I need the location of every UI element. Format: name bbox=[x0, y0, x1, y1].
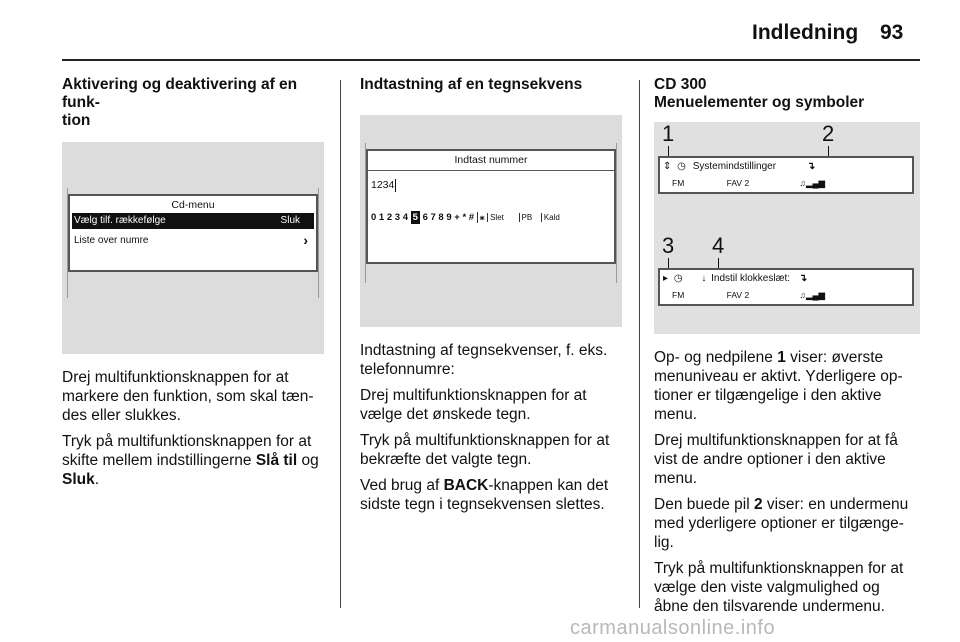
screen-title: Cd-menu bbox=[171, 199, 215, 211]
curved-arrow-icon: ↴ bbox=[806, 161, 816, 172]
pb-option: PB bbox=[519, 213, 533, 222]
up-down-arrows-icon: ⇕ bbox=[663, 161, 672, 172]
selected-character: 5 bbox=[412, 212, 418, 223]
cd-menu-screen bbox=[68, 194, 318, 272]
number-entry-display-panel bbox=[360, 115, 622, 327]
col1-paragraph-1: Drej multifunktionsknappen for at markere den funktion, som skal tæn- des eller slukkes. bbox=[62, 369, 314, 424]
col1-paragraph-2: Tryk på multifunktionsknappen for at skifte mellem indstillingerne Slå til og Sluk. bbox=[62, 433, 319, 488]
header-rule bbox=[62, 59, 920, 61]
menu-row-value: Sluk bbox=[280, 215, 300, 226]
callout-2: 2 bbox=[822, 121, 835, 146]
page-header bbox=[0, 0, 960, 60]
col3-paragraph-3: Den buede pil 2 viser: en undermenu med yderligere optioner er tilgænge- lig. bbox=[654, 496, 909, 551]
number-entry-screen bbox=[366, 149, 616, 264]
callout-1: 1 bbox=[662, 121, 675, 146]
menu-symbols-display-panel bbox=[654, 122, 920, 334]
cursor-icon bbox=[395, 179, 396, 192]
space-icon: ⁎ bbox=[477, 212, 485, 223]
signal-icon: ♫▂▄▆ bbox=[799, 290, 826, 300]
column-divider-2 bbox=[639, 80, 640, 608]
menu-row-selected bbox=[72, 213, 314, 229]
down-arrow-icon: ↓ bbox=[701, 273, 707, 284]
col2-paragraph-4: Ved brug af BACK-knappen kan det sidste tegn i tegnsekvensen slettes. bbox=[360, 477, 609, 513]
slet-option: Slet bbox=[487, 213, 504, 222]
col3-heading-1: CD 300 bbox=[654, 76, 707, 93]
character-selector: 0 1 2 3 4 5 6 7 8 9 + * # ⁎ Slet PB Kald bbox=[371, 212, 560, 223]
col2-paragraph-2: Drej multifunktionsknappen for at vælge det ønskede tegn. bbox=[360, 387, 587, 423]
signal-icon: ♫▂▄▆ bbox=[799, 178, 826, 188]
chevron-right-icon: › bbox=[303, 232, 308, 248]
screen-title: Indtast nummer bbox=[454, 154, 528, 166]
col2-paragraph-1: Indtastning af tegnsekvenser, f. eks. telefonnumre: bbox=[360, 342, 608, 378]
col3-paragraph-2: Drej multifunktionsknappen for at få vist de andre optioner i den aktive menu. bbox=[654, 432, 898, 487]
menu-row bbox=[70, 233, 316, 249]
column-2 bbox=[360, 76, 632, 514]
watermark: carmanualsonline.info bbox=[570, 617, 776, 639]
col1-heading: Aktivering og deaktivering af en funk- tion bbox=[62, 76, 298, 129]
page-number: 93 bbox=[880, 21, 904, 44]
right-arrow-icon: ▸ bbox=[663, 273, 669, 284]
menu-screen-2: ▸ ◷ ↓ Indstil klokkeslæt: ↴ FM FAV 2 ♫▂▄▆ bbox=[658, 268, 914, 306]
curved-arrow-icon: ↴ bbox=[798, 273, 808, 284]
callout-4: 4 bbox=[712, 233, 725, 258]
clock-icon: ◷ bbox=[677, 161, 686, 172]
entry-field: 1234 bbox=[371, 179, 395, 191]
menu-row-label: Liste over numre bbox=[74, 235, 149, 246]
column-divider-1 bbox=[340, 80, 341, 608]
col3-paragraph-1: Op- og nedpilene 1 viser: øverste menuniveau er aktivt. Yderligere op- tioner er tilgængelige i den aktive menu. bbox=[654, 349, 903, 423]
section-title: Indledning bbox=[752, 21, 859, 44]
callout-3: 3 bbox=[662, 233, 675, 258]
col2-heading: Indtastning af en tegnsekvens bbox=[360, 76, 583, 93]
clock-icon: ◷ bbox=[673, 273, 683, 284]
cd-menu-display-panel bbox=[62, 142, 324, 354]
col3-paragraph-4: Tryk på multifunktionsknappen for at vælge den viste valgmulighed og åbne den tilsvarende undermenu. bbox=[654, 560, 904, 615]
column-3 bbox=[654, 76, 924, 616]
menu-row-label: Vælg tilf. rækkefølge bbox=[74, 215, 166, 226]
menu-screen-1: ⇕ ◷ Systemindstillinger ↴ FM FAV 2 ♫▂▄▆ bbox=[658, 156, 914, 194]
col3-heading-2: Menuelementer og symboler bbox=[654, 94, 865, 111]
column-1 bbox=[62, 76, 332, 489]
kald-option: Kald bbox=[541, 213, 560, 222]
col2-paragraph-3: Tryk på multifunktionsknappen for at bekræfte det valgte tegn. bbox=[360, 432, 610, 468]
